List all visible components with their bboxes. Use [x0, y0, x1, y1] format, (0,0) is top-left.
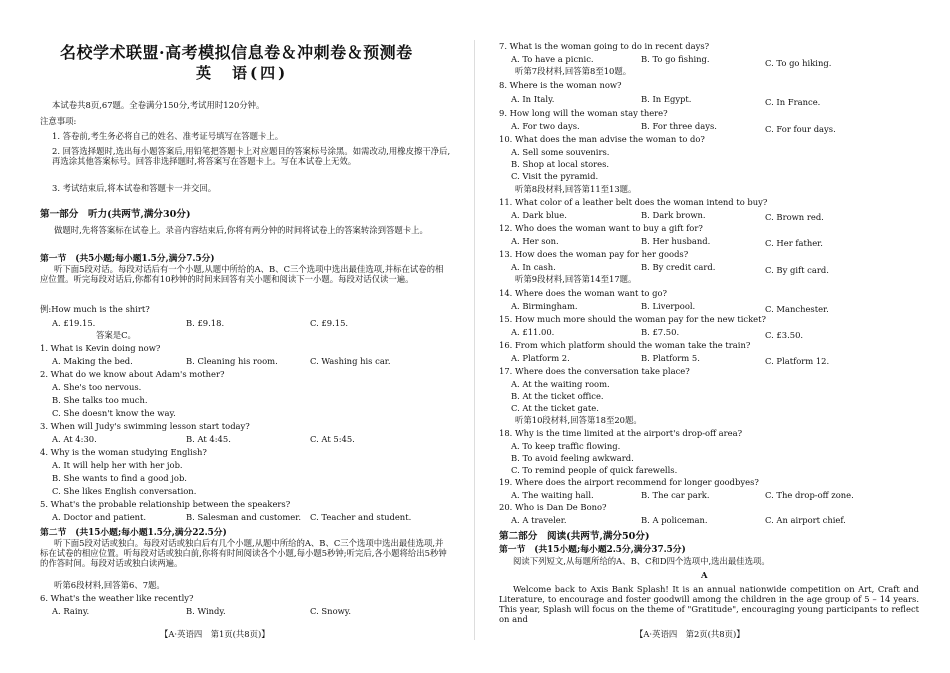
option: A. At the waiting room.	[511, 379, 610, 389]
example-question: 例:How much is the shirt?	[40, 304, 150, 314]
passage-label: A	[701, 570, 708, 580]
question: 16. From which platform should the woman take the train?	[499, 340, 751, 350]
option: B. Salesman and customer.	[186, 512, 301, 522]
option: A. Rainy.	[52, 606, 90, 616]
option: A. To keep traffic flowing.	[511, 441, 621, 451]
option: C. At the ticket gate.	[511, 403, 599, 413]
option: B. In Egypt.	[641, 94, 692, 104]
example-option-a: A. £19.15.	[52, 318, 96, 328]
option: B. Windy.	[186, 606, 226, 616]
question: 15. How much more should the woman pay for the new ticket?	[499, 314, 766, 324]
option: B. Dark brown.	[641, 210, 706, 220]
question: 7. What is the woman going to do in recent days?	[499, 41, 710, 51]
option: B. Platform 5.	[641, 353, 700, 363]
option: C. For four days.	[765, 124, 836, 134]
exam-title: 名校学术联盟·高考模拟信息卷＆冲刺卷＆预测卷	[60, 43, 413, 62]
option: C. Platform 12.	[765, 356, 830, 366]
listen-instruction: 听第6段材料,回答第6、7题。	[54, 580, 165, 590]
option: B. She talks too much.	[52, 395, 148, 405]
option: C. Snowy.	[310, 606, 352, 616]
option: B. Shop at local stores.	[511, 159, 610, 169]
option: C. To remind people of quick farewells.	[511, 465, 678, 475]
option: B. By credit card.	[641, 262, 716, 272]
option: B. Cleaning his room.	[186, 356, 278, 366]
option: A. Doctor and patient.	[52, 512, 147, 522]
question: 12. Who does the woman want to buy a gift for?	[499, 223, 703, 233]
option: C. Washing his car.	[310, 356, 391, 366]
option: A. At 4:30.	[52, 434, 97, 444]
option: A. £11.00.	[511, 327, 555, 337]
option: A. It will help her with her job.	[52, 460, 183, 470]
passage-text: Welcome back to Axis Bank Splash! It is an annual nationwide competition on Art, Craft and Literature, to encourage and foster goodwill among the children in the age group of 5 – 14 years. This year, Splash will focus on the theme of "Gratitude", encouraging young participants to reflect on and	[499, 584, 919, 624]
option: C. In France.	[765, 97, 821, 107]
option: A. For two days.	[511, 121, 580, 131]
question: 5. What's the probable relationship between the speakers?	[40, 499, 291, 509]
listen-instruction: 听第7段材料,回答第8至10题。	[515, 66, 632, 76]
option: A. Her son.	[511, 236, 559, 246]
option: C. Brown red.	[765, 212, 824, 222]
part1-desc: 做题时,先将答案标在试卷上。录音内容结束后,你将有两分钟的时间将试卷上的答案转涂到答题卡上。	[54, 225, 428, 235]
option: B. To avoid feeling awkward.	[511, 453, 634, 463]
option: C. An airport chief.	[765, 515, 846, 525]
part2-desc: 阅读下列短文,从每题所给的A、B、C和D四个选项中,选出最佳选项。	[513, 556, 770, 566]
option: B. A policeman.	[641, 515, 708, 525]
question: 3. When will Judy's swimming lesson start today?	[40, 421, 250, 431]
sec1-desc: 听下面5段对话。每段对话后有一个小题,从题中所给的A、B、C三个选项中选出最佳选项,并标在试卷的相应位置。听完每段对话后,你都有10秒钟的时间来回答有关小题和阅读下一小题。每段对话仅读一遍。	[40, 264, 444, 284]
page-footer: 【A·英语四 第2页(共8页)】	[635, 629, 745, 639]
option: C. She likes English conversation.	[52, 486, 197, 496]
notice-heading: 注意事项:	[40, 116, 77, 126]
question: 6. What's the weather like recently?	[40, 593, 194, 603]
option: C. At 5:45.	[310, 434, 355, 444]
example-answer: 答案是C。	[96, 330, 136, 340]
option: A. In Italy.	[511, 94, 555, 104]
option: B. Liverpool.	[641, 301, 696, 311]
option: C. She doesn't know the way.	[52, 408, 176, 418]
option: C. To go hiking.	[765, 58, 832, 68]
option: C. Her father.	[765, 238, 823, 248]
question: 4. Why is the woman studying English?	[40, 447, 207, 457]
option: B. At 4:45.	[186, 434, 231, 444]
sec1-title: 第一节 (共5小题;每小题1.5分,满分7.5分)	[40, 254, 215, 264]
option: A. She's too nervous.	[52, 382, 142, 392]
question: 8. Where is the woman now?	[499, 80, 622, 90]
question: 11. What color of a leather belt does the woman intend to buy?	[499, 197, 768, 207]
sec2-desc: 听下面5段对话或独白。每段对话或独白后有几个小题,从题中所给的A、B、C三个选项中选出最佳选项,并标在试卷的相应位置。听每段对话或独白前,你将有时间阅读各个小题,每小题5秒钟;听完后,各小题将给出5秒钟的作答时间。每段对话或独白读两遍。	[40, 538, 447, 568]
question: 20. Who is Dan De Bono?	[499, 502, 607, 512]
listen-instruction: 听第10段材料,回答第18至20题。	[515, 415, 642, 425]
option: A. To have a picnic.	[511, 54, 594, 64]
option: C. The drop-off zone.	[765, 490, 854, 500]
question: 18. Why is the time limited at the airport's drop-off area?	[499, 428, 743, 438]
notice-1: 1. 答卷前,考生务必将自己的姓名、准考证号填写在答题卡上。	[52, 131, 284, 141]
notice-3: 3. 考试结束后,将本试卷和答题卡一并交回。	[52, 183, 217, 193]
question: 10. What does the man advise the woman to do?	[499, 134, 705, 144]
listen-instruction: 听第9段材料,回答第14至17题。	[515, 274, 637, 284]
exam-intro: 本试卷共8页,67题。全卷满分150分,考试用时120分钟。	[52, 100, 265, 110]
right-page	[475, 0, 950, 673]
question: 19. Where does the airport recommend for longer goodbyes?	[499, 477, 759, 487]
option: A. Making the bed.	[52, 356, 133, 366]
option: A. A traveler.	[511, 515, 567, 525]
example-option-c: C. £9.15.	[310, 318, 349, 328]
question: 9. How long will the woman stay there?	[499, 108, 668, 118]
option: C. Visit the pyramid.	[511, 171, 599, 181]
option: A. Sell some souvenirs.	[511, 147, 610, 157]
part1-title: 第一部分 听力(共两节,满分30分)	[40, 209, 191, 220]
option: B. She wants to find a good job.	[52, 473, 187, 483]
question: 13. How does the woman pay for her goods?	[499, 249, 689, 259]
option: B. At the ticket office.	[511, 391, 604, 401]
option: A. The waiting hall.	[511, 490, 594, 500]
question: 1. What is Kevin doing now?	[40, 343, 161, 353]
question: 14. Where does the woman want to go?	[499, 288, 668, 298]
option: B. The car park.	[641, 490, 710, 500]
option: A. Platform 2.	[511, 353, 570, 363]
sec2-title: 第二节 (共15小题;每小题1.5分,满分22.5分)	[40, 528, 227, 538]
option: A. Dark blue.	[511, 210, 567, 220]
question: 17. Where does the conversation take place?	[499, 366, 690, 376]
notice-2: 2. 回答选择题时,选出每小题答案后,用铅笔把答题卡上对应题目的答案标号涂黑。如需改动,用橡皮擦干净后,再选涂其他答案标号。回答非选择题时,将答案写在答题卡上。写在本试卷上无效。	[52, 146, 451, 166]
option: B. Her husband.	[641, 236, 711, 246]
option: B. To go fishing.	[641, 54, 710, 64]
page-footer: 【A·英语四 第1页(共8页)】	[160, 629, 270, 639]
option: A. Birmingham.	[511, 301, 578, 311]
option: C. By gift card.	[765, 265, 829, 275]
option: B. For three days.	[641, 121, 717, 131]
option: C. £3.50.	[765, 330, 804, 340]
question: 2. What do we know about Adam's mother?	[40, 369, 225, 379]
option: C. Manchester.	[765, 304, 829, 314]
part2-title: 第二部分 阅读(共两节,满分50分)	[499, 531, 650, 542]
option: A. In cash.	[511, 262, 556, 272]
listen-instruction: 听第8段材料,回答第11至13题。	[515, 184, 637, 194]
option: C. Teacher and student.	[310, 512, 412, 522]
part2-sec1-title: 第一节 (共15小题;每小题2.5分,满分37.5分)	[499, 545, 686, 555]
option: B. £7.50.	[641, 327, 680, 337]
exam-subtitle: 英 语(四)	[196, 64, 289, 82]
example-option-b: B. £9.18.	[186, 318, 225, 328]
